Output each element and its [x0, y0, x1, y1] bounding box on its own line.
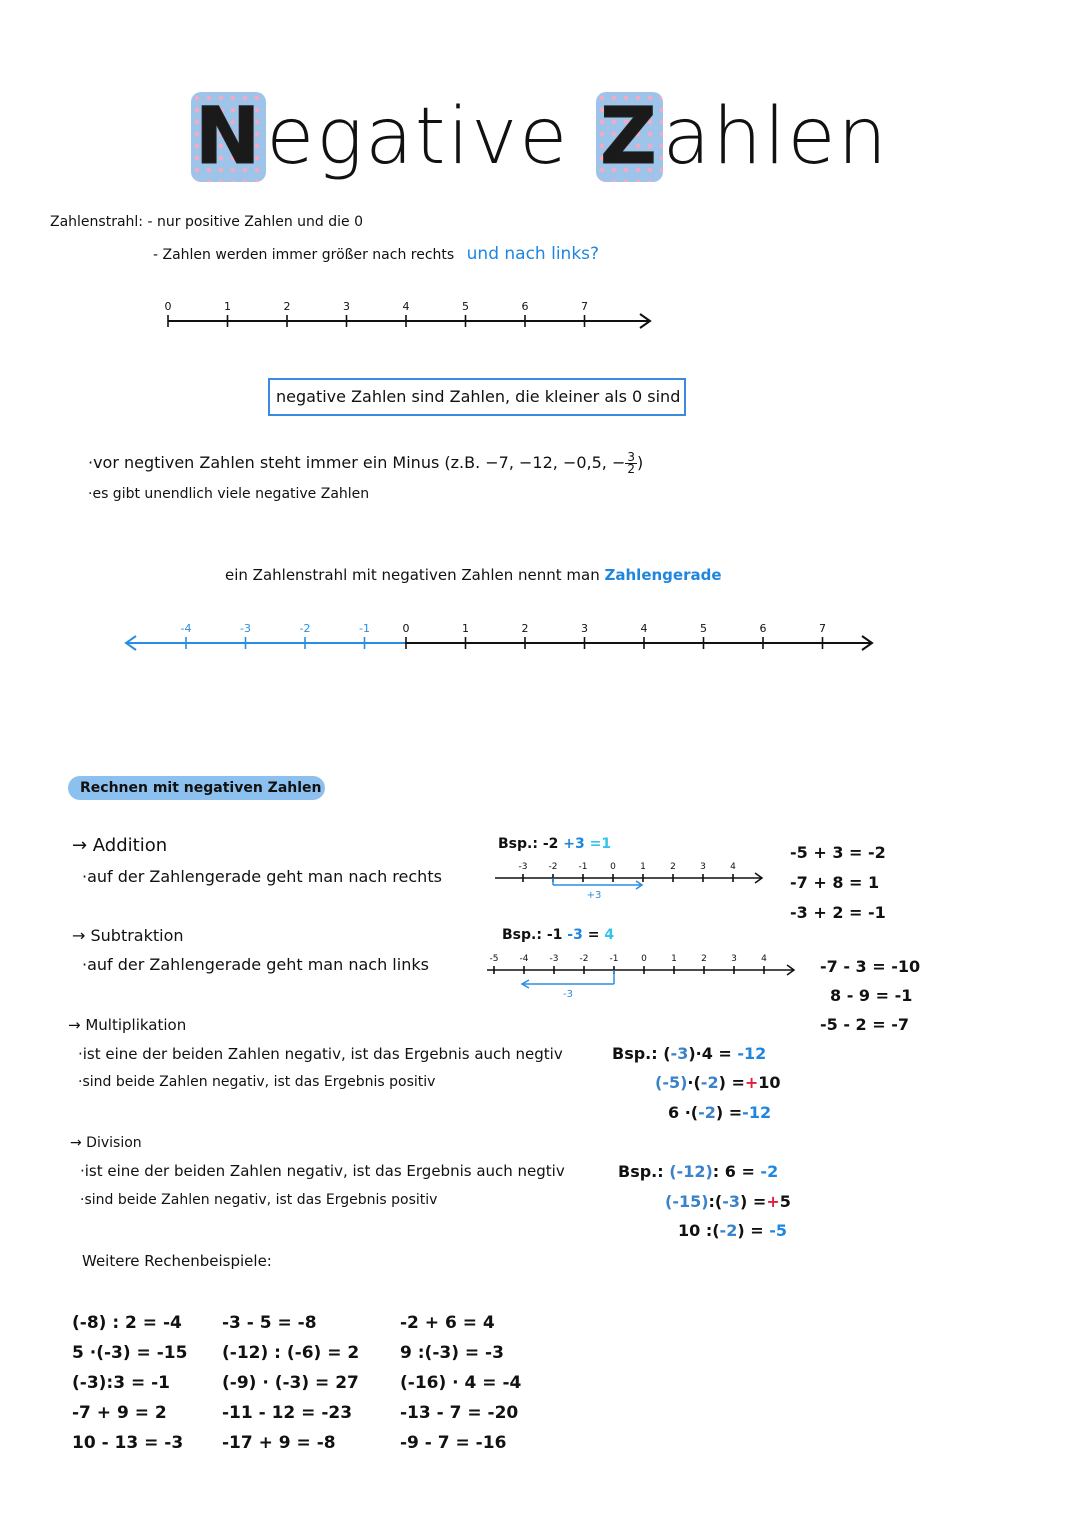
zahlenstrahl-label-line: [50, 214, 363, 230]
addition-line-tick-label: -2: [548, 862, 558, 872]
subtraktion-number-line: [482, 950, 802, 1000]
division-example-1: [618, 1162, 778, 1181]
fact1-text: ·vor negtiven Zahlen steht immer ein Minus (z.B. −7, −12, −0,5, −: [88, 453, 626, 472]
mult-ex2-close: ) =: [718, 1073, 745, 1092]
addition-line-tick-label: 0: [610, 862, 616, 872]
addition-example: [498, 836, 611, 852]
zahlenstrahl-tick-label: 3: [343, 300, 350, 313]
fact-minus: [88, 452, 643, 475]
addition-line-tick-label: -3: [518, 862, 528, 872]
addition-rule: ·auf der Zahlengerade geht man nach rechts: [82, 867, 442, 886]
zahlengerade-sentence-line: [225, 566, 722, 584]
subtraktion-line-tick-label: -2: [579, 954, 589, 964]
addition-bsp-c: =1: [589, 836, 612, 852]
zahlengerade-pos-tick-label: 7: [819, 622, 826, 635]
zahlenstrahl-question: und nach links?: [466, 244, 600, 264]
weitere-col2: [222, 1308, 359, 1458]
zahlengerade-sentence: ein Zahlenstrahl mit negativen Zahlen nennt man: [225, 566, 600, 584]
weitere-heading: Weitere Rechenbeispiele:: [82, 1252, 272, 1270]
zahlenstrahl-line: [150, 290, 670, 335]
addition-example-1: -5 + 3 = -2: [790, 843, 886, 862]
subtraktion-line-tick-label: 4: [761, 954, 767, 964]
weitere-col2-5: -17 + 9 = -8: [222, 1433, 336, 1453]
zahlenstrahl-tick-label: 5: [462, 300, 469, 313]
subtraktion-bsp-b: -3: [567, 927, 583, 943]
mult-ex2-b: -2: [700, 1073, 719, 1092]
weitere-col1: [72, 1308, 187, 1458]
weitere-col1-5: 10 - 13 = -3: [72, 1433, 184, 1453]
multiplikation-example-3: [668, 1103, 771, 1122]
zahlengerade-neg-tick-label: -3: [240, 622, 251, 635]
weitere-col3-4: -13 - 7 = -20: [400, 1403, 519, 1423]
multiplikation-bsp-label: Bsp.:: [612, 1044, 658, 1063]
mult-ex1-result: -12: [737, 1044, 767, 1063]
div-ex1-mid: : 6 =: [712, 1162, 755, 1181]
weitere-col3-3: (-16) · 4 = -4: [400, 1373, 522, 1393]
zahlengerade-pos-tick-label: 1: [462, 622, 469, 635]
fact1-end: ): [637, 453, 644, 472]
title-second-letter: Z: [596, 92, 663, 182]
weitere-col1-3: (-3):3 = -1: [72, 1373, 171, 1393]
mult-ex3-result: -12: [742, 1103, 772, 1122]
multiplikation-example-1: [612, 1044, 766, 1063]
zahlengerade-pos-tick-label: 2: [521, 622, 529, 635]
div-ex2-b: -3: [722, 1192, 741, 1211]
mult-ex2-mid: ·(: [687, 1073, 701, 1092]
addition-example-3: -3 + 2 = -1: [790, 903, 886, 922]
weitere-col2-2: (-12) : (-6) = 2: [222, 1343, 360, 1363]
multiplikation-rule2: ·sind beide Zahlen negativ, ist das Ergebnis positiv: [78, 1074, 436, 1090]
addition-line-tick-label: 1: [640, 862, 646, 872]
weitere-col1-4: -7 + 9 = 2: [72, 1403, 167, 1423]
zahlengerade-term: Zahlengerade: [604, 566, 722, 584]
div-ex2-mid: :(: [708, 1192, 723, 1211]
subtraktion-line-tick-label: -4: [519, 954, 529, 964]
division-rule1: ·ist eine der beiden Zahlen negativ, ist das Ergebnis auch negtiv: [80, 1162, 565, 1180]
addition-line-tick-label: 3: [700, 862, 706, 872]
subtraktion-line-tick-label: 0: [641, 954, 647, 964]
zahlengerade-neg-tick-label: -1: [359, 622, 370, 635]
zahlenstrahl-tick-label: 4: [402, 300, 410, 313]
fraction-denominator: 2: [627, 462, 636, 476]
division-title: → Division: [70, 1135, 142, 1151]
title-part1: egative: [266, 92, 597, 182]
weitere-col2-1: -3 - 5 = -8: [222, 1313, 317, 1333]
subtraktion-line-tick-label: 3: [731, 954, 737, 964]
weitere-col3-5: -9 - 7 = -16: [400, 1433, 507, 1453]
div-ex2-sign: +: [766, 1192, 780, 1211]
zahlenstrahl-point1: - nur positive Zahlen und die 0: [147, 214, 364, 230]
addition-arrow-label: +3: [586, 890, 602, 900]
subtraktion-bsp-label: Bsp.:: [502, 927, 542, 943]
addition-line-tick-label: -1: [578, 862, 588, 872]
subtraktion-example: [502, 927, 614, 943]
subtraktion-example-1: -7 - 3 = -10: [820, 957, 921, 976]
subtraktion-bsp-a: -1: [546, 927, 563, 943]
page-title: [0, 92, 1080, 182]
zahlenstrahl-tick-label: 7: [581, 300, 588, 313]
subtraktion-line-tick-label: 2: [701, 954, 707, 964]
zahlenstrahl-tick-label: 6: [521, 300, 529, 313]
subtraktion-line-tick-label: -5: [489, 954, 499, 964]
zahlengerade-pos-tick-label: 5: [700, 622, 707, 635]
weitere-col3: [400, 1308, 521, 1458]
zahlengerade-pos-tick-label: 4: [640, 622, 648, 635]
addition-number-line: [490, 858, 775, 900]
zahlengerade-neg-tick-label: -4: [180, 622, 192, 635]
zahlenstrahl-tick-label: 1: [224, 300, 231, 313]
subtraktion-example-2: 8 - 9 = -1: [830, 986, 913, 1005]
zahlengerade-line: [120, 615, 890, 660]
fact1-fraction: [625, 452, 637, 475]
mult-ex2-sign: +: [744, 1073, 759, 1092]
div-ex2-a: (-15): [665, 1192, 709, 1211]
subtraktion-arrow-label: -3: [563, 989, 573, 1000]
div-ex2-result: 5: [779, 1192, 791, 1211]
title-part2: ahlen: [662, 92, 889, 182]
div-ex3-a: 10 :(: [678, 1221, 720, 1240]
div-ex1-a: (-12): [669, 1162, 713, 1181]
division-bsp-label: Bsp.:: [618, 1162, 664, 1181]
mult-ex2-a: (-5): [655, 1073, 688, 1092]
subtraktion-rule: ·auf der Zahlengerade geht man nach links: [82, 955, 429, 974]
multiplikation-title: → Multiplikation: [68, 1016, 187, 1034]
div-ex1-result: -2: [760, 1162, 779, 1181]
zahlengerade-pos-tick-label: 6: [759, 622, 767, 635]
div-ex3-close: ) =: [737, 1221, 764, 1240]
weitere-col2-3: (-9) · (-3) = 27: [222, 1373, 359, 1393]
weitere-col3-1: -2 + 6 = 4: [400, 1313, 495, 1333]
subtraktion-examples: [820, 952, 920, 1039]
rechnen-heading: Rechnen mit negativen Zahlen: [68, 776, 325, 800]
multiplikation-example-2: [655, 1073, 781, 1092]
title-first-letter: N: [191, 92, 266, 182]
subtraktion-line-tick-label: -3: [549, 954, 559, 964]
zahlenstrahl-label: Zahlenstrahl:: [50, 214, 144, 230]
zahlenstrahl-tick-label: 0: [164, 300, 172, 313]
div-ex3-b: -2: [719, 1221, 738, 1240]
weitere-col3-2: 9 :(-3) = -3: [400, 1343, 504, 1363]
weitere-col1-1: (-8) : 2 = -4: [72, 1313, 182, 1333]
fraction-numerator: 3: [627, 450, 636, 464]
mult-ex3-a: 6 ·(: [668, 1103, 699, 1122]
subtraktion-example-3: -5 - 2 = -7: [820, 1015, 910, 1034]
addition-example-2: -7 + 8 = 1: [790, 873, 880, 892]
mult-ex2-result: 10: [758, 1073, 781, 1092]
division-example-2: [665, 1192, 791, 1211]
div-ex3-result: -5: [769, 1221, 787, 1240]
subtraktion-title: → Subtraktion: [72, 926, 184, 945]
subtraktion-line-tick-label: 1: [671, 954, 677, 964]
mult-ex1-open: (: [663, 1044, 671, 1063]
mult-ex3-b: -2: [698, 1103, 716, 1122]
zahlengerade-pos-tick-label: 0: [402, 622, 410, 635]
division-example-3: [678, 1221, 787, 1240]
weitere-col2-4: -11 - 12 = -23: [222, 1403, 353, 1423]
addition-bsp-label: Bsp.:: [498, 836, 538, 852]
addition-line-tick-label: 4: [730, 862, 736, 872]
zahlenstrahl-tick-label: 2: [283, 300, 291, 313]
subtraktion-bsp-eq: =: [587, 927, 600, 943]
mult-ex1-close: )·4 =: [688, 1044, 732, 1063]
addition-bsp-b: +3: [563, 836, 585, 852]
addition-title: → Addition: [72, 835, 168, 856]
addition-examples: [790, 838, 886, 928]
mult-ex1-a: -3: [670, 1044, 689, 1063]
addition-line-tick-label: 2: [670, 862, 676, 872]
subtraktion-line-tick-label: -1: [609, 954, 619, 964]
multiplikation-rule1: ·ist eine der beiden Zahlen negativ, ist das Ergebnis auch negtiv: [78, 1045, 563, 1063]
division-rule2: ·sind beide Zahlen negativ, ist das Ergebnis positiv: [80, 1192, 438, 1208]
fact-infinite: ·es gibt unendlich viele negative Zahlen: [88, 486, 370, 502]
mult-ex3-close: ) =: [715, 1103, 743, 1122]
zahlenstrahl-point2: - Zahlen werden immer größer nach rechts: [153, 247, 455, 263]
addition-bsp-a: -2: [542, 836, 559, 852]
subtraktion-bsp-c: 4: [604, 927, 615, 943]
zahlengerade-pos-tick-label: 3: [581, 622, 588, 635]
zahlengerade-neg-tick-label: -2: [299, 622, 311, 635]
weitere-col1-2: 5 ·(-3) = -15: [72, 1343, 188, 1363]
zahlenstrahl-point2-line: [153, 244, 599, 264]
definition-box: negative Zahlen sind Zahlen, die kleiner als 0 sind: [268, 378, 686, 416]
div-ex2-close: ) =: [740, 1192, 767, 1211]
